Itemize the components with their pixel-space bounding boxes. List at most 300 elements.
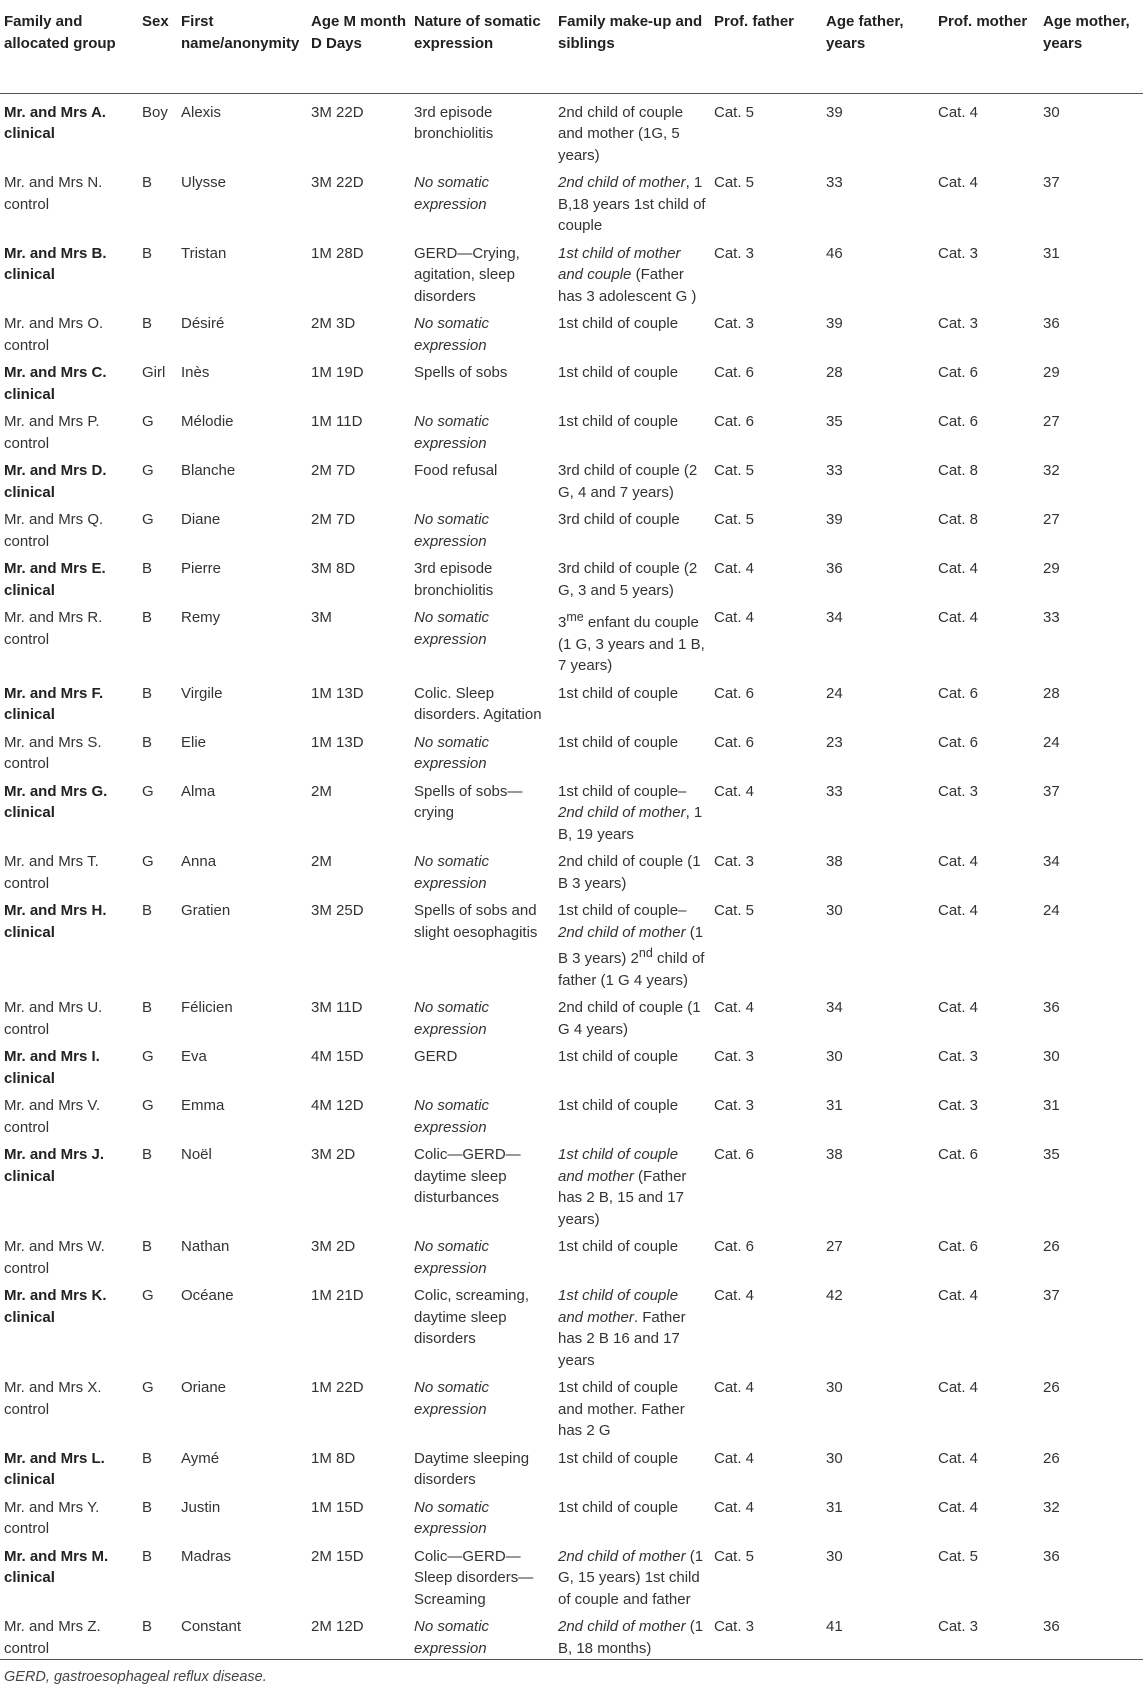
prof-father-cell: Cat. 6	[714, 1238, 755, 1255]
text-segment: 2nd child of mother	[558, 174, 686, 191]
age-mother-cell: 33	[1043, 609, 1060, 626]
text-segment: 2nd child of mother	[558, 1618, 686, 1635]
age-father-cell: 34	[826, 999, 843, 1016]
header-row	[0, 0, 1143, 93]
prof-mother-cell: Cat. 4	[938, 174, 979, 191]
first-name-cell: Tristan	[181, 244, 227, 262]
prof-mother-cell: Cat. 3	[938, 1048, 979, 1065]
age-mother-cell: 37	[1043, 174, 1060, 191]
somatic-expression-cell	[410, 93, 554, 166]
prof-father-cell: Cat. 5	[714, 902, 755, 919]
text-segment: (Father has 3 adolescent G )	[558, 266, 697, 305]
prof-mother-cell: Cat. 6	[938, 413, 979, 430]
family-makeup-cell	[554, 1279, 710, 1371]
sex-cell: B	[142, 315, 153, 332]
family-makeup-cell	[554, 1610, 710, 1660]
first-name-cell: Madras	[181, 1547, 232, 1565]
age-father-cell: 41	[822, 1610, 934, 1660]
first-name-cell: Mélodie	[181, 413, 234, 430]
text-segment: 1st child of couple	[558, 684, 679, 702]
family-cell: Mr. and Mrs I. clinical	[4, 1048, 100, 1087]
age-mother-cell: 26	[1043, 1379, 1060, 1396]
age-mother-cell: 36	[1043, 999, 1060, 1016]
sex-cell: B	[142, 609, 153, 626]
first-name-cell: Gratien	[181, 902, 231, 919]
age-mother-cell: 36	[1043, 315, 1060, 332]
age-mother-cell: 24	[1043, 733, 1060, 751]
text-segment: 2nd child of mother	[558, 923, 686, 941]
prof-father-cell: Cat. 5	[714, 511, 755, 528]
family-cell: Mr. and Mrs E. clinical	[4, 560, 106, 599]
somatic-expression-cell	[410, 1230, 554, 1279]
age-mother-cell: 34	[1043, 853, 1060, 870]
somatic-expression-cell	[410, 601, 554, 677]
sex-cell: G	[142, 511, 154, 528]
prof-father-cell: Cat. 3	[710, 1610, 822, 1660]
family-cell: Mr. and Mrs P. control	[4, 413, 100, 452]
first-name-cell: Emma	[181, 1097, 225, 1114]
table-row	[0, 991, 1143, 1040]
age-cell: 1M 13D	[311, 733, 364, 751]
family-cell: Mr. and Mrs Q. control	[4, 511, 104, 550]
prof-father-cell: Cat. 6	[714, 364, 755, 381]
prof-father-cell: Cat. 5	[714, 103, 755, 121]
prof-father-cell: Cat. 4	[714, 1498, 755, 1516]
first-name-cell: Désiré	[181, 315, 225, 332]
age-mother-cell: 35	[1043, 1146, 1060, 1163]
family-cell: Mr. and Mrs T. control	[4, 853, 99, 892]
first-name-cell: Félicien	[181, 999, 233, 1016]
prof-father-cell: Cat. 5	[714, 174, 755, 191]
prof-father-cell: Cat. 4	[714, 999, 755, 1016]
text-segment: No somatic expression	[414, 413, 490, 452]
age-father-cell: 31	[826, 1498, 843, 1516]
somatic-expression-cell	[410, 1089, 554, 1138]
age-father-cell: 39	[826, 315, 843, 332]
prof-father-cell: Cat. 5	[714, 1547, 755, 1565]
somatic-expression-cell	[410, 552, 554, 601]
sex-cell: G	[142, 462, 154, 479]
family-makeup-cell	[554, 93, 710, 166]
first-name-cell: Inès	[181, 364, 210, 381]
table-row	[0, 1540, 1143, 1611]
prof-mother-cell: Cat. 6	[938, 733, 979, 751]
sex-cell: B	[142, 1498, 153, 1516]
prof-mother-cell: Cat. 4	[938, 560, 979, 577]
prof-mother-cell: Cat. 4	[938, 1449, 979, 1467]
text-segment: 3rd child of couple (2 G, 4 and 7 years)	[558, 462, 698, 501]
family-makeup-cell	[554, 726, 710, 775]
somatic-expression-cell	[410, 405, 554, 454]
table-row	[0, 1491, 1143, 1540]
age-cell: 4M 12D	[311, 1097, 364, 1114]
age-mother-cell: 29	[1043, 560, 1060, 577]
prof-mother-cell: Cat. 3	[938, 315, 979, 332]
age-cell: 3M 8D	[311, 560, 356, 577]
somatic-expression-cell	[410, 677, 554, 726]
text-segment: nd	[638, 946, 653, 960]
somatic-expression-cell	[410, 775, 554, 846]
somatic-expression-cell	[410, 1371, 554, 1442]
age-father-cell: 35	[826, 413, 843, 430]
age-cell: 1M 21D	[311, 1287, 364, 1304]
sex-cell: B	[142, 1146, 153, 1163]
text-segment: No somatic expression	[414, 174, 490, 213]
age-mother-cell: 31	[1043, 244, 1060, 262]
sex-cell: B	[142, 1449, 153, 1467]
family-cell: Mr. and Mrs B. clinical	[4, 244, 107, 283]
table-row	[0, 454, 1143, 503]
sex-cell: G	[142, 1097, 154, 1114]
age-cell: 3M 2D	[311, 1146, 356, 1163]
family-makeup-cell	[554, 166, 710, 237]
sex-cell: B	[142, 560, 153, 577]
footnote: GERD, gastroesophageal reflux disease.	[4, 1669, 267, 1685]
text-segment: 3rd episode bronchiolitis	[414, 103, 494, 142]
somatic-expression-cell	[410, 356, 554, 405]
sex-cell: B	[142, 174, 153, 191]
age-cell: 3M 22D	[311, 174, 364, 191]
family-cell: Mr. and Mrs S. control	[4, 733, 102, 772]
text-segment: child of father (1 G 4 years)	[558, 950, 705, 989]
text-segment: No somatic expression	[414, 1618, 490, 1657]
table-row	[0, 845, 1143, 894]
column-header: Family make-up and siblings	[554, 0, 710, 93]
age-mother-cell: 29	[1043, 364, 1060, 381]
family-cell: Mr. and Mrs L. clinical	[4, 1449, 105, 1488]
age-mother-cell: 32	[1043, 462, 1060, 479]
age-father-cell: 42	[826, 1287, 843, 1304]
table-header	[0, 0, 1143, 93]
first-name-cell: Noël	[181, 1146, 212, 1163]
sex-cell: G	[142, 853, 154, 870]
somatic-expression-cell	[410, 1138, 554, 1230]
age-mother-cell: 37	[1043, 1287, 1060, 1304]
family-cell: Mr. and Mrs A. clinical	[4, 103, 106, 142]
prof-father-cell: Cat. 4	[714, 609, 755, 626]
family-cell: Mr. and Mrs Y. control	[4, 1498, 100, 1537]
first-name-cell: Pierre	[181, 560, 222, 577]
family-makeup-cell	[554, 991, 710, 1040]
first-name-cell: Anna	[181, 853, 217, 870]
text-segment: (1 B 3 years) 2	[558, 923, 704, 967]
column-header: Age M month D Days	[307, 0, 410, 93]
prof-mother-cell: Cat. 4	[938, 103, 979, 121]
text-segment: 1st child of couple	[558, 315, 679, 332]
age-father-cell: 38	[826, 1146, 843, 1163]
sex-cell: B	[142, 1238, 153, 1255]
age-mother-cell: 30	[1043, 103, 1060, 121]
text-segment: . Father has 2 B 16 and 17 years	[558, 1308, 686, 1369]
column-header: Age father, years	[822, 0, 934, 93]
prof-father-cell: Cat. 3	[714, 853, 755, 870]
family-cell: Mr. and Mrs X. control	[4, 1379, 102, 1418]
prof-father-cell: Cat. 3	[714, 1048, 755, 1065]
table-row	[0, 775, 1143, 846]
family-cell: Mr. and Mrs M. clinical	[4, 1547, 109, 1586]
sex-cell: B	[142, 244, 153, 262]
text-segment: 2nd child of couple (1 B 3 years)	[558, 853, 701, 892]
text-segment: GERD	[414, 1048, 458, 1065]
first-name-cell: Elie	[181, 733, 207, 751]
text-segment: Spells of sobs—crying	[414, 782, 523, 821]
age-cell: 1M 13D	[311, 684, 364, 702]
age-cell: 1M 8D	[311, 1449, 356, 1467]
family-cell: Mr. and Mrs F. clinical	[4, 684, 104, 723]
text-segment: Daytime sleeping disorders	[414, 1449, 530, 1488]
table-row	[0, 1089, 1143, 1138]
prof-mother-cell: Cat. 3	[938, 244, 979, 262]
family-makeup-cell	[554, 552, 710, 601]
prof-mother-cell: Cat. 4	[938, 1379, 979, 1396]
text-segment: Colic—GERD—daytime sleep disturbances	[414, 1146, 521, 1206]
table-row	[0, 1279, 1143, 1371]
family-makeup-cell	[554, 601, 710, 677]
text-segment: Colic, screaming, daytime sleep disorders	[414, 1287, 530, 1347]
age-cell: 2M 12D	[307, 1610, 410, 1660]
sex-cell: G	[142, 782, 154, 800]
column-header: Prof. mother	[934, 0, 1039, 93]
somatic-expression-cell	[410, 454, 554, 503]
prof-father-cell: Cat. 3	[714, 315, 755, 332]
text-segment: (1 B, 18 months)	[558, 1618, 704, 1657]
prof-father-cell: Cat. 4	[714, 1379, 755, 1396]
table-row	[0, 1371, 1143, 1442]
first-name-cell: Justin	[181, 1498, 221, 1516]
somatic-expression-cell	[410, 991, 554, 1040]
age-mother-cell: 27	[1043, 413, 1060, 430]
text-segment: No somatic expression	[414, 853, 490, 892]
somatic-expression-cell	[410, 894, 554, 991]
text-segment: No somatic expression	[414, 1097, 490, 1136]
family-makeup-cell	[554, 1442, 710, 1491]
family-makeup-cell	[554, 1040, 710, 1089]
text-segment: 1st child of couple	[558, 1498, 679, 1516]
text-segment: 1st child of couple	[558, 1449, 679, 1467]
first-name-cell: Remy	[181, 609, 221, 626]
table-row	[0, 894, 1143, 991]
text-segment: 1st child of couple and mother	[558, 1146, 679, 1185]
prof-father-cell: Cat. 3	[714, 244, 755, 262]
age-cell: 3M 2D	[311, 1238, 356, 1255]
column-header: Prof. father	[710, 0, 822, 93]
sex-cell: B	[142, 1547, 153, 1565]
age-father-cell: 27	[826, 1238, 843, 1255]
table-row	[0, 503, 1143, 552]
text-segment: 1st child of couple	[558, 413, 679, 430]
family-cell: Mr. and Mrs O. control	[4, 315, 104, 354]
prof-father-cell: Cat. 4	[714, 782, 755, 800]
age-cell: 2M 7D	[311, 511, 356, 528]
family-makeup-cell	[554, 894, 710, 991]
text-segment: 3rd child of couple (2 G, 3 and 5 years)	[558, 560, 698, 599]
family-cell: Mr. and Mrs R. control	[4, 609, 103, 648]
age-father-cell: 34	[826, 609, 843, 626]
text-segment: , 1 B, 19 years	[558, 804, 703, 843]
text-segment: No somatic expression	[414, 315, 490, 354]
text-segment: 2nd child of mother	[558, 1547, 686, 1565]
text-segment: Food refusal	[414, 462, 498, 479]
age-mother-cell: 27	[1043, 511, 1060, 528]
text-segment: 1st child of couple	[558, 1097, 679, 1114]
family-makeup-cell	[554, 356, 710, 405]
sex-cell: B	[142, 684, 153, 702]
somatic-expression-cell	[410, 166, 554, 237]
prof-mother-cell: Cat. 4	[938, 853, 979, 870]
prof-father-cell: Cat. 6	[714, 733, 755, 751]
column-header: Age mother, years	[1039, 0, 1143, 93]
table-row	[0, 307, 1143, 356]
somatic-expression-cell	[410, 1279, 554, 1371]
age-father-cell: 39	[826, 511, 843, 528]
age-mother-cell: 30	[1043, 1048, 1060, 1065]
prof-mother-cell: Cat. 4	[938, 609, 979, 626]
age-father-cell: 30	[826, 1048, 843, 1065]
table-row	[0, 93, 1143, 166]
prof-mother-cell: Cat. 6	[938, 684, 979, 702]
sex-cell: B	[142, 902, 153, 919]
age-father-cell: 46	[826, 244, 843, 262]
prof-mother-cell: Cat. 3	[938, 1097, 979, 1114]
age-cell: 3M 22D	[311, 103, 364, 121]
table-row	[0, 237, 1143, 308]
family-makeup-cell	[554, 677, 710, 726]
text-segment: 2nd child of couple (1 G 4 years)	[558, 999, 701, 1038]
table-row	[0, 1230, 1143, 1279]
text-segment: 3rd child of couple	[558, 511, 680, 528]
family-makeup-cell	[554, 1540, 710, 1611]
first-name-cell: Océane	[181, 1287, 234, 1304]
family-cell: Mr. and Mrs W. control	[4, 1238, 105, 1277]
age-mother-cell: 26	[1043, 1449, 1060, 1467]
prof-mother-cell: Cat. 3	[938, 782, 979, 800]
sex-cell: B	[138, 1610, 177, 1660]
sex-cell: G	[142, 1287, 154, 1304]
family-makeup-cell	[554, 503, 710, 552]
text-segment: No somatic expression	[414, 733, 490, 772]
text-segment: (Father has 2 B, 15 and 17 years)	[558, 1167, 687, 1228]
text-segment: 1st child of couple–	[558, 782, 687, 800]
text-segment: No somatic expression	[414, 609, 490, 648]
text-segment: (1 G, 15 years) 1st child of couple and father	[558, 1547, 704, 1608]
text-segment: Spells of sobs and slight oesophagitis	[414, 902, 538, 941]
prof-mother-cell: Cat. 8	[938, 462, 979, 479]
text-segment: 1st child of couple and mother. Father has 2 G	[558, 1379, 685, 1439]
somatic-expression-cell	[410, 1610, 554, 1660]
family-cell: Mr. and Mrs G. clinical	[4, 782, 108, 821]
age-mother-cell: 32	[1043, 1498, 1060, 1516]
text-segment: 1st child of couple–	[558, 902, 687, 919]
somatic-expression-cell	[410, 307, 554, 356]
column-header: Sex	[138, 0, 177, 93]
text-segment: 1st child of couple	[558, 733, 679, 751]
table-row	[0, 166, 1143, 237]
somatic-expression-cell	[410, 1040, 554, 1089]
text-segment: No somatic expression	[414, 1238, 490, 1277]
prof-mother-cell: Cat. 4	[938, 1287, 979, 1304]
first-name-cell: Oriane	[181, 1379, 227, 1396]
family-cell: Mr. and Mrs U. control	[4, 999, 103, 1038]
text-segment: 1st child of couple and mother	[558, 1287, 679, 1326]
age-father-cell: 39	[826, 103, 843, 121]
family-cell: Mr. and Mrs V. control	[4, 1097, 101, 1136]
family-cell: Mr. and Mrs J. clinical	[4, 1146, 105, 1185]
family-cell: Mr. and Mrs N. control	[4, 174, 103, 213]
age-cell: 3M 11D	[311, 999, 363, 1016]
family-cell: Mr. and Mrs D. clinical	[4, 462, 107, 501]
sex-cell: Boy	[142, 103, 168, 121]
first-name-cell: Aymé	[181, 1449, 220, 1467]
somatic-expression-cell	[410, 726, 554, 775]
text-segment: No somatic expression	[414, 1498, 490, 1537]
text-segment: 2nd child of mother	[558, 804, 686, 821]
first-name-cell: Diane	[181, 511, 221, 528]
first-name-cell: Ulysse	[181, 174, 227, 191]
family-cell: Mr. and Mrs H. clinical	[4, 902, 107, 941]
table-row	[0, 1442, 1143, 1491]
table-body	[0, 93, 1143, 1660]
sex-cell: Girl	[142, 364, 166, 381]
age-cell: 1M 28D	[311, 244, 364, 262]
age-father-cell: 36	[826, 560, 843, 577]
first-name-cell: Alexis	[181, 103, 222, 121]
age-mother-cell: 37	[1043, 782, 1060, 800]
age-mother-cell: 31	[1043, 1097, 1060, 1114]
somatic-expression-cell	[410, 1491, 554, 1540]
age-father-cell: 30	[826, 1547, 843, 1565]
age-father-cell: 28	[826, 364, 843, 381]
family-makeup-cell	[554, 1230, 710, 1279]
prof-mother-cell: Cat. 4	[938, 999, 979, 1016]
text-segment: me	[566, 610, 584, 624]
text-segment: 1st child of couple	[558, 364, 679, 381]
text-segment: 3rd episode bronchiolitis	[414, 560, 494, 599]
age-cell: 2M 3D	[311, 315, 356, 332]
text-segment: Colic. Sleep disorders. Agitation	[414, 684, 542, 723]
age-mother-cell: 36	[1043, 1547, 1060, 1565]
table-row	[0, 601, 1143, 677]
table-row	[0, 405, 1143, 454]
family-makeup-cell	[554, 237, 710, 308]
family-makeup-cell	[554, 845, 710, 894]
age-father-cell: 23	[826, 733, 843, 751]
age-father-cell: 30	[826, 1379, 843, 1396]
table-row	[0, 1040, 1143, 1089]
age-cell: 4M 15D	[311, 1048, 364, 1065]
somatic-expression-cell	[410, 503, 554, 552]
age-cell: 2M	[311, 782, 332, 800]
prof-father-cell: Cat. 6	[714, 1146, 755, 1163]
first-name-cell: Virgile	[181, 684, 223, 702]
prof-father-cell: Cat. 5	[714, 462, 755, 479]
age-mother-cell: 26	[1043, 1238, 1060, 1255]
age-cell: 1M 15D	[311, 1498, 364, 1516]
family-cell: Mr. and Mrs K. clinical	[4, 1287, 107, 1326]
table-row	[0, 1610, 1143, 1660]
age-cell: 2M 7D	[311, 462, 356, 479]
text-segment: 3	[558, 614, 567, 631]
age-father-cell: 38	[826, 853, 843, 870]
age-father-cell: 33	[826, 174, 843, 191]
table-row	[0, 677, 1143, 726]
prof-father-cell: Cat. 4	[714, 1287, 755, 1304]
age-cell: 1M 22D	[311, 1379, 364, 1396]
sex-cell: G	[142, 413, 154, 430]
family-makeup-cell	[554, 1491, 710, 1540]
somatic-expression-cell	[410, 237, 554, 308]
prof-mother-cell: Cat. 4	[938, 1498, 979, 1516]
family-cell: Mr. and Mrs C. clinical	[4, 364, 107, 403]
